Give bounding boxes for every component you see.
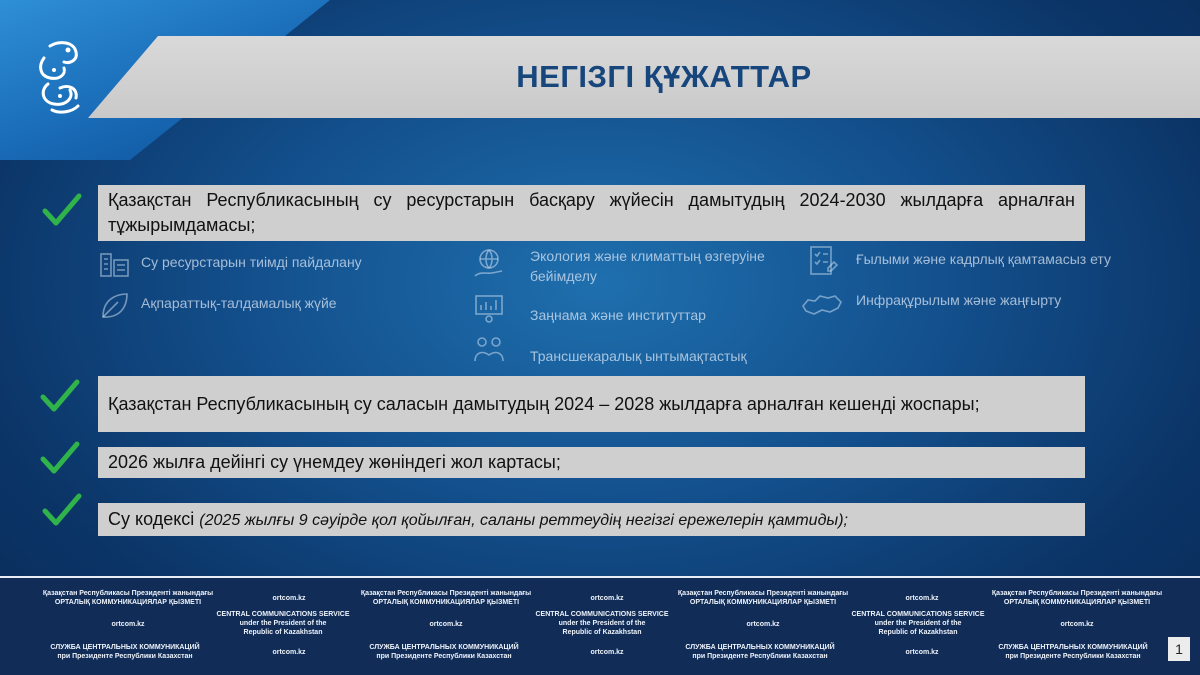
document-text: 2026 жылға дейінгі су үнемдеу жөніндегі жол картасы;	[108, 452, 561, 472]
footer-ru-text-line: при Президенте Республики Казахстан	[692, 653, 828, 660]
footer-en-text-line: under the President of the	[239, 620, 327, 627]
sub-item-label: Заңнама және институттар	[530, 307, 706, 323]
footer-en-text-line: under the President of the	[558, 620, 646, 627]
footer-ru-text-line: СЛУЖБА ЦЕНТРАЛЬНЫХ КОММУНИКАЦИЙ	[998, 644, 1148, 651]
footer-site	[111, 620, 144, 629]
footer-site-line: ortcom.kz	[746, 621, 780, 628]
map-icon	[800, 288, 844, 322]
footer-kz-text	[43, 589, 213, 607]
footer-kz-text-line: Қазақстан Республикасы Президенті жанындағы	[360, 590, 532, 597]
sub-item-label: Су ресурстарын тиімді пайдалану	[141, 254, 362, 270]
sub-item-label: Трансшекаралық ынтымақтастық	[530, 348, 747, 364]
document-text: Қазақстан Республикасының су ресурстарын басқару жүйесін дамытудың 2024-2030 жылдарға арналған тұжырымдамасы;	[108, 190, 1075, 235]
snow-leopard-logo-icon	[30, 38, 90, 118]
sub-item-label: Экология және климаттың өзгеруіне бейімделу	[530, 248, 765, 284]
footer-site	[905, 648, 938, 657]
footer-kz-text-line: Қазақстан Республикасы Президенті жанындағы	[677, 590, 849, 597]
document-item	[98, 447, 1085, 478]
document-text-note: (2025 жылғы 9 сәуірде қол қойылған, саланы реттеудің негізгі ережелерін қамтиды);	[199, 511, 848, 529]
footer-site	[590, 648, 623, 657]
checkmark-icon	[42, 192, 82, 228]
footer-en-text-line: Republic of Kazakhstan	[878, 629, 958, 636]
footer-site-line: ortcom.kz	[272, 649, 306, 656]
chart-person-icon	[472, 292, 506, 326]
footer-en-text-line: CENTRAL COMMUNICATIONS SERVICE	[535, 611, 669, 618]
footer-en-text-line: Republic of Kazakhstan	[243, 629, 323, 636]
footer-site	[590, 594, 623, 603]
checkmark-icon	[40, 440, 80, 476]
slide-title: НЕГІЗГІ ҚҰЖАТТАР	[516, 59, 812, 94]
footer-kz-text-line: Қазақстан Республикасы Президенті жанындағы	[42, 590, 214, 597]
handshake-icon	[472, 333, 506, 367]
footer-en-text-line: Republic of Kazakhstan	[562, 629, 642, 636]
footer-site-line: ortcom.kz	[905, 595, 939, 602]
footer-ru-text-line: при Президенте Республики Казахстан	[376, 653, 512, 660]
footer-ru-text-line: СЛУЖБА ЦЕНТРАЛЬНЫХ КОММУНИКАЦИЙ	[685, 644, 835, 651]
footer-kz-text-line: Қазақстан Республикасы Президенті жанындағы	[991, 590, 1163, 597]
leaf-icon	[98, 289, 132, 323]
footer-site	[1060, 620, 1093, 629]
sub-item-label: Инфрақұрылым және жаңғырту	[856, 292, 1062, 308]
checklist-icon	[806, 244, 840, 278]
footer-site-line: ortcom.kz	[272, 595, 306, 602]
footer-ru-text	[50, 643, 199, 661]
footer-kz-text-line: ОРТАЛЫҚ КОММУНИКАЦИЯЛАР ҚЫЗМЕТІ	[372, 599, 520, 606]
footer-site-line: ortcom.kz	[429, 621, 463, 628]
footer-en-text	[851, 610, 984, 637]
footer-ru-text-line: СЛУЖБА ЦЕНТРАЛЬНЫХ КОММУНИКАЦИЙ	[369, 644, 519, 651]
footer-ru-text	[998, 643, 1147, 661]
footer-site	[905, 594, 938, 603]
footer-kz-text	[678, 589, 848, 607]
footer-site-line: ortcom.kz	[111, 621, 145, 628]
document-text	[108, 507, 1075, 533]
page-number: 1	[1168, 637, 1190, 661]
footer-kz-text-line: ОРТАЛЫҚ КОММУНИКАЦИЯЛАР ҚЫЗМЕТІ	[54, 599, 202, 606]
document-text-plain: Су кодексі	[108, 508, 200, 529]
footer-site	[272, 594, 305, 603]
checkmark-icon	[42, 492, 82, 528]
footer-kz-text	[361, 589, 531, 607]
document-text: Қазақстан Республикасының су саласын дамытудың 2024 – 2028 жылдарға арналған кешенді жоспары;	[108, 393, 980, 414]
document-item	[98, 503, 1085, 536]
footer-site	[429, 620, 462, 629]
footer-site-line: ortcom.kz	[1060, 621, 1094, 628]
footer-ru-text	[369, 643, 518, 661]
footer-en-text-line: CENTRAL COMMUNICATIONS SERVICE	[216, 611, 350, 618]
document-item	[98, 185, 1085, 241]
document-item	[98, 376, 1085, 432]
footer-site	[746, 620, 779, 629]
sub-item-label: Ақпараттық-талдамалық жүйе	[141, 295, 337, 311]
footer-en-text	[216, 610, 349, 637]
footer-en-text-line: under the President of the	[874, 620, 962, 627]
checkmark-icon	[40, 378, 80, 414]
footer-kz-text-line: ОРТАЛЫҚ КОММУНИКАЦИЯЛАР ҚЫЗМЕТІ	[689, 599, 837, 606]
sub-item-label: Ғылыми және кадрлық қамтамасыз ету	[856, 251, 1111, 267]
footer-ru-text-line: СЛУЖБА ЦЕНТРАЛЬНЫХ КОММУНИКАЦИЙ	[50, 644, 200, 651]
footer-site-line: ortcom.kz	[905, 649, 939, 656]
footer-kz-text-line: ОРТАЛЫҚ КОММУНИКАЦИЯЛАР ҚЫЗМЕТІ	[1003, 599, 1151, 606]
globe-hand-icon	[472, 246, 506, 280]
footer-divider	[0, 576, 1200, 578]
footer-ru-text	[685, 643, 834, 661]
buildings-icon	[98, 246, 132, 280]
footer-site-line: ortcom.kz	[590, 649, 624, 656]
footer-kz-text	[992, 589, 1162, 607]
footer-ru-text-line: при Президенте Республики Казахстан	[1005, 653, 1141, 660]
footer-en-text-line: CENTRAL COMMUNICATIONS SERVICE	[851, 611, 985, 618]
footer-site	[272, 648, 305, 657]
footer-en-text	[535, 610, 668, 637]
footer-ru-text-line: при Президенте Республики Казахстан	[57, 653, 193, 660]
footer-site-line: ortcom.kz	[590, 595, 624, 602]
